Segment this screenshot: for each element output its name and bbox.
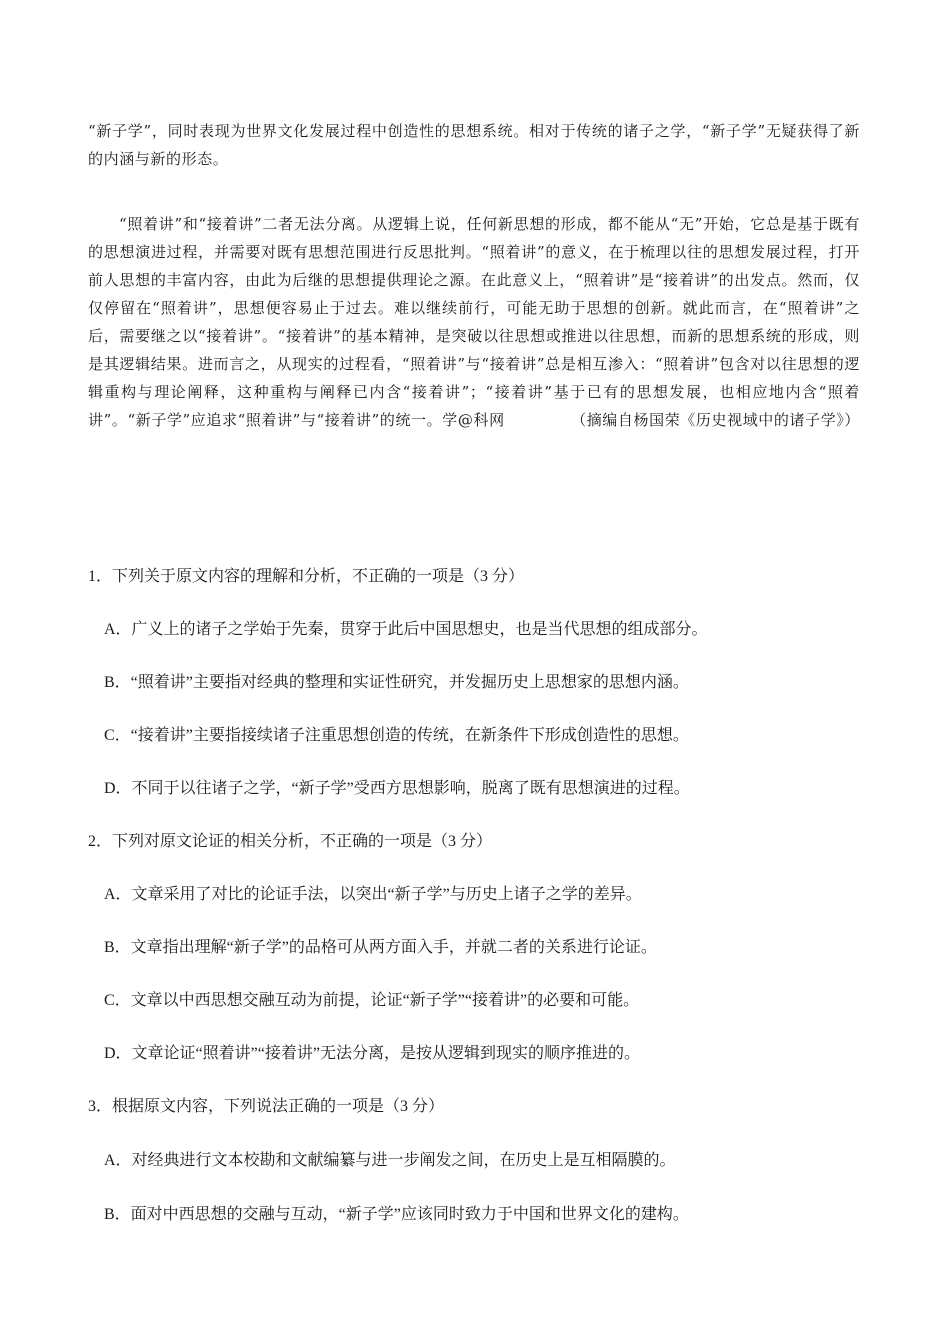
question-3-stem: 3．根据原文内容，下列说法正确的一项是（3 分） bbox=[88, 1098, 445, 1115]
source-citation: （摘编自杨国荣《历史视域中的诸子学》） bbox=[571, 411, 860, 429]
question-1-option-d: D．不同于以往诸子之学，“新子学”受西方思想影响，脱离了既有思想演进的过程。 bbox=[104, 780, 690, 797]
question-2-option-c: C．文章以中西思想交融互动为前提，论证“新子学”“接着讲”的必要和可能。 bbox=[104, 992, 640, 1009]
question-3-option-a: A．对经典进行文本校勘和文献编纂与进一步阐发之间，在历史上是互相隔膜的。 bbox=[104, 1152, 676, 1169]
question-1-option-c: C．“接着讲”主要指接续诸子注重思想创造的传统，在新条件下形成创造性的思想。 bbox=[104, 727, 689, 744]
question-2-option-d: D．文章论证“照着讲”“接着讲”无法分离，是按从逻辑到现实的顺序推进的。 bbox=[104, 1045, 640, 1062]
question-2-option-b: B．文章指出理解“新子学”的品格可从两方面入手，并就二者的关系进行论证。 bbox=[104, 939, 657, 956]
question-1-option-a: A．广义上的诸子之学始于先秦，贯穿于此后中国思想史，也是当代思想的组成部分。 bbox=[104, 621, 708, 638]
question-3-option-b: B．面对中西思想的交融与互动，“新子学”应该同时致力于中国和世界文化的建构。 bbox=[104, 1206, 689, 1223]
passage-paragraph-1: “新子学”，同时表现为世界文化发展过程中创造性的思想系统。相对于传统的诸子之学，“新子学”无疑获得了新的内涵与新的形态。 bbox=[88, 122, 860, 168]
passage-paragraph-2 bbox=[88, 210, 860, 434]
question-1-option-b: B．“照着讲”主要指对经典的整理和实证性研究，并发掘历史上思想家的思想内涵。 bbox=[104, 674, 689, 691]
question-2-stem: 2．下列对原文论证的相关分析，不正确的一项是（3 分） bbox=[88, 833, 493, 850]
question-1-stem: 1．下列关于原文内容的理解和分析，不正确的一项是（3 分） bbox=[88, 568, 525, 585]
question-2-option-a: A．文章采用了对比的论证手法，以突出“新子学”与历史上诸子之学的差异。 bbox=[104, 886, 642, 903]
passage-paragraph-2-text: “照着讲”和“接着讲”二者无法分离。从逻辑上说，任何新思想的形成，都不能从“无”开始，它总是基于既有的思想演进过程，并需要对既有思想范围进行反思批判。“照着讲”的意义，在于梳理以往的思想发展过程，打开前人思想的丰富内容，由此为后继的思想提供理论之源。在此意义上，“照着讲”是“接着讲”的出发点。然而，仅仅停留在“照着讲”，思想便容易止于过去。难以继续前行，可能无助于思想的创新。就此而言，在“照着讲”之后，需要继之以“接着讲”。“接着讲”的基本精神，是突破以往思想或推进以往思想，而新的思想系统的形成，则是其逻辑结果。进而言之，从现实的过程看，“照着讲”与“接着讲”总是相互渗入：“照着讲”包含对以往思想的逻辑重构与理论阐释，这种重构与阐释已内含“接着讲”；“接着讲”基于已有的思想发展，也相应地内含“照着讲”。“新子学”应追求“照着讲”与“接着讲”的统一。学@科网 bbox=[88, 215, 860, 429]
